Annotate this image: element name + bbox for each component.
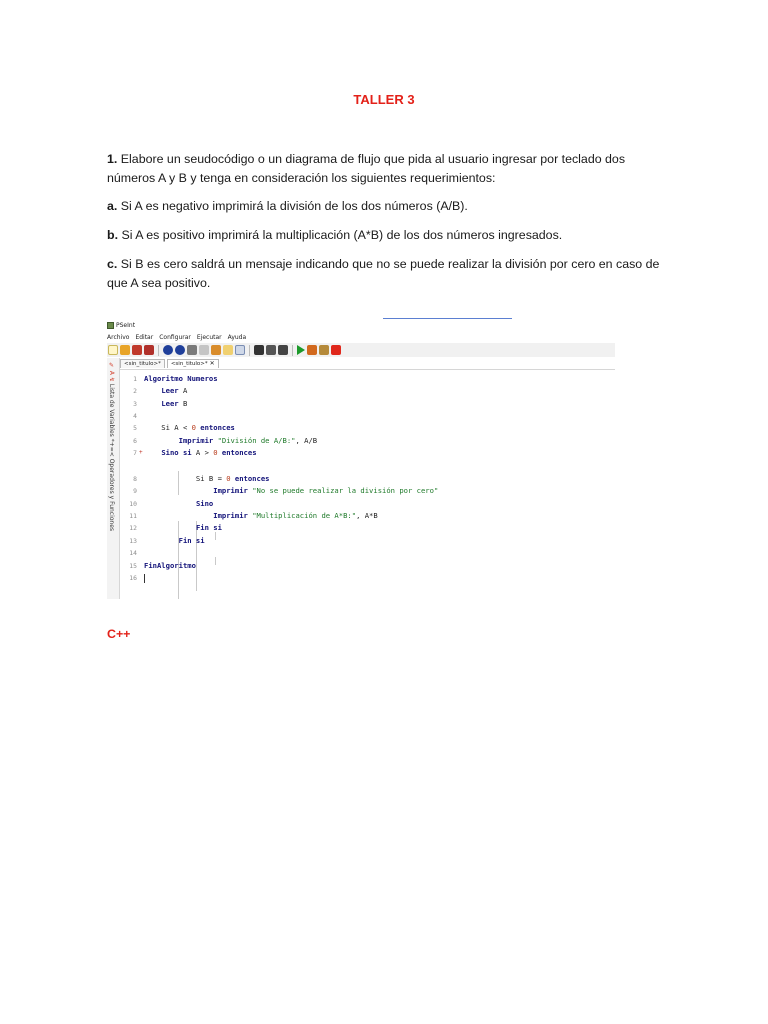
flowchart-icon[interactable] [278,345,288,355]
run-icon[interactable] [297,345,305,355]
editor-tabs [120,359,219,368]
code-plain [144,486,213,495]
tab-sin-titulo-1[interactable]: <sin_titulo>* [120,359,165,368]
code-line[interactable] [120,373,615,385]
code-text [144,398,187,410]
new-file-icon[interactable] [108,345,118,355]
line-number: 6 [133,437,137,445]
code-kw: Imprimir [213,486,248,495]
code-plain [144,448,161,457]
help-icon[interactable] [331,345,341,355]
fold-marker-icon[interactable]: + [139,449,143,456]
code-line[interactable] [120,485,615,497]
code-line[interactable] [120,398,615,410]
code-text [144,560,196,572]
menu-ayuda[interactable]: Ayuda [227,333,247,341]
code-str: "No se puede realizar la división por cero" [252,486,439,495]
variables-icon[interactable] [266,345,276,355]
code-line[interactable] [120,498,615,510]
close-icon[interactable]: ✕ [209,360,215,367]
toolbar-separator [158,345,159,356]
code-plain [144,499,196,508]
code-kw: entonces [200,423,235,432]
code-text [144,422,235,434]
code-text [144,572,145,584]
code-plain: A > [191,448,214,457]
code-line[interactable] [120,422,615,434]
requirement-a-text: Si A es negativo imprimirá la división de los dos números (A/B). [117,199,468,213]
line-number: 15 [129,562,137,570]
code-line[interactable] [120,547,615,559]
toolbar-separator [249,345,250,356]
code-text [144,485,438,497]
code-num: 0 [213,448,218,457]
code-plain: , A*B [356,511,378,520]
code-plain: Si B = [144,474,227,483]
code-kw: entonces [221,448,257,457]
pseint-screenshot [107,320,615,599]
toolbar [107,343,615,357]
requirement-a [107,197,667,216]
code-text [144,535,205,547]
code-kw: Algoritmo Numeros [144,374,218,383]
code-line[interactable] [120,473,615,485]
line-number: 7 [133,449,137,457]
code-plain: B [178,399,188,408]
cpp-heading: C++ [107,627,131,641]
question-1-number: 1. [107,152,118,166]
code-text [144,510,378,522]
save-as-icon[interactable] [144,345,154,355]
menu-editar[interactable]: Editar [135,333,154,341]
decorative-line [383,318,512,319]
line-number: 4 [133,412,137,420]
tab-label: <sin_titulo>* [170,361,208,367]
code-text [144,435,317,447]
code-plain [144,399,161,408]
line-number: 13 [129,537,137,545]
code-plain: A [178,386,188,395]
requirement-b [107,226,667,245]
save-icon[interactable] [132,345,142,355]
step-icon[interactable] [307,345,317,355]
code-kw: Imprimir [178,436,214,445]
code-line[interactable] [120,535,615,547]
code-plain [144,536,179,545]
code-num: 0 [191,423,196,432]
code-plain [144,523,196,532]
code-text [144,373,218,385]
menu-archivo[interactable]: Archivo [107,333,130,341]
code-plain: , A/B [295,436,318,445]
side-panel [107,358,120,599]
undo-icon[interactable] [163,345,173,355]
question-1-text: Elabore un seudocódigo o un diagrama de flujo que pida al usuario ingresar por teclado dos números A y B y tenga en consideración los siguientes requerimientos: [107,152,626,185]
requirement-b-label: b. [107,228,119,242]
debug-icon[interactable] [319,345,329,355]
line-number: 14 [129,549,137,557]
line-number: 8 [133,475,137,483]
copy-icon[interactable] [199,345,209,355]
code-line[interactable] [120,560,615,572]
code-line[interactable] [120,447,615,459]
redo-icon[interactable] [175,345,185,355]
run-step-icon[interactable] [254,345,264,355]
line-number: 16 [129,574,137,582]
variables-panel-icon[interactable]: ✎ A ↯ [108,362,115,384]
code-line[interactable] [120,410,615,422]
code-kw: Sino si [161,448,192,457]
code-editor[interactable] [120,369,615,599]
requirement-a-label: a. [107,199,118,213]
code-kw: Imprimir [213,511,248,520]
document-title: TALLER 3 [353,92,415,107]
paste-icon[interactable] [211,345,221,355]
code-kw: Leer [161,399,179,408]
code-kw: Sino [195,499,214,508]
line-number: 12 [129,524,137,532]
code-str: "Multiplicación de A*B:" [252,511,357,520]
line-number: 11 [129,512,137,520]
code-text [144,473,270,485]
code-line[interactable] [120,522,615,534]
code-plain [144,386,161,395]
indent-icon[interactable] [235,345,245,355]
line-number: 2 [133,387,137,395]
code-plain: Si A < [144,423,192,432]
code-kw: Fin si [178,536,205,545]
line-number: 5 [133,424,137,432]
cut-icon[interactable] [187,345,197,355]
find-icon[interactable] [223,345,233,355]
menu-ejecutar[interactable]: Ejecutar [196,333,222,341]
tab-sin-titulo-2[interactable] [167,359,219,368]
menu-bar [107,332,246,342]
toolbar-separator [292,345,293,356]
code-kw: FinAlgoritmo [144,561,196,570]
code-line[interactable] [120,385,615,397]
code-plain [144,511,213,520]
code-text [144,385,187,397]
window-titlebar [107,320,615,331]
code-text [144,447,257,459]
line-number: 3 [133,400,137,408]
code-str: "División de A/B:" [217,436,296,445]
code-kw: entonces [234,474,270,483]
code-plain [144,436,179,445]
code-text [144,522,222,534]
code-line[interactable] [120,435,615,447]
menu-configurar[interactable]: Configurar [159,333,191,341]
line-number: 10 [129,500,137,508]
pseint-app-icon [107,322,114,329]
requirement-b-text: Si A es positivo imprimirá la multiplicación (A*B) de los dos números ingresados. [118,228,563,242]
question-1 [107,150,667,188]
line-number: 9 [133,487,137,495]
operators-panel-label[interactable]: Operadores y Funciones [108,458,115,532]
line-number: 1 [133,375,137,383]
requirement-c-text: Si B es cero saldrá un mensaje indicando que no se puede realizar la división por cero en caso de que A sea positivo. [107,257,660,290]
open-folder-icon[interactable] [120,345,130,355]
code-text [144,498,213,510]
requirement-c [107,255,667,293]
operators-panel-symbol[interactable]: *+=< [108,438,115,457]
code-kw: Fin si [195,523,222,532]
side-panel-labels [108,362,115,531]
code-kw: Leer [161,386,179,395]
variables-panel-label[interactable]: Lista de Variables [108,383,115,437]
text-cursor [144,574,145,583]
code-line[interactable] [120,572,615,584]
requirement-c-label: c. [107,257,118,271]
code-num: 0 [226,474,231,483]
window-title: PSeInt [116,322,136,329]
code-line[interactable] [120,510,615,522]
